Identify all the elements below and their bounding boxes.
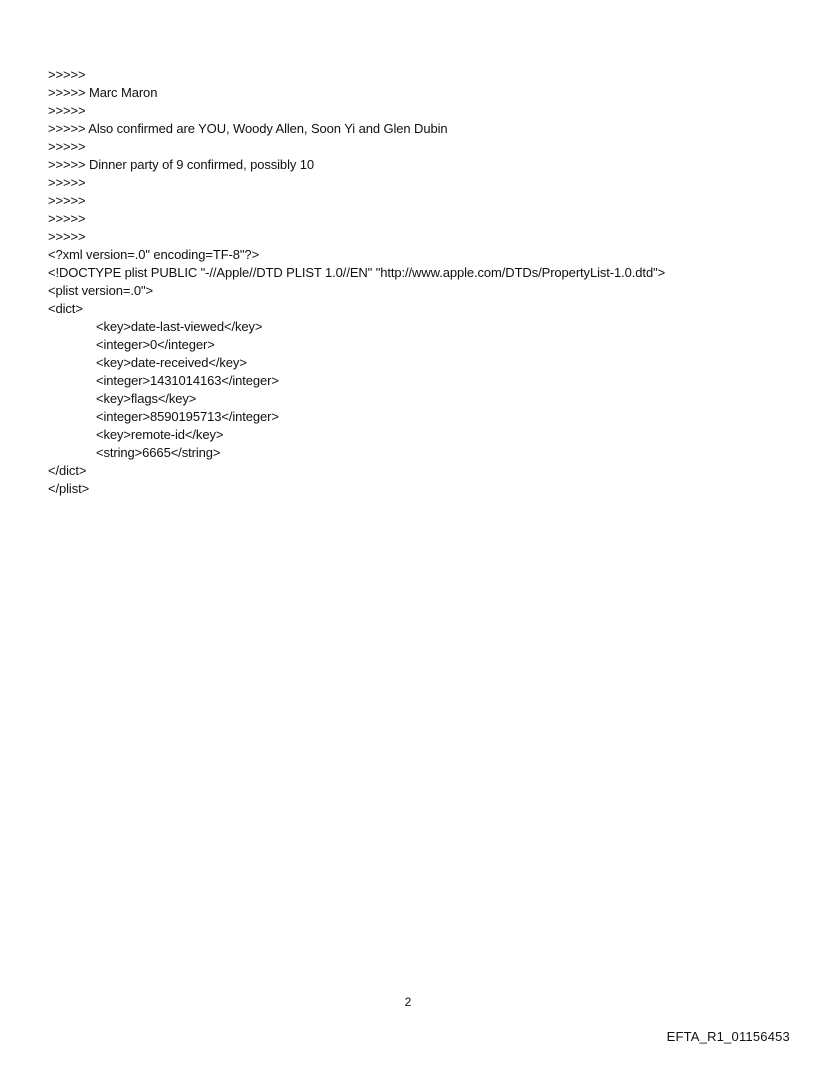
text-line: >>>>> Marc Maron	[48, 85, 158, 100]
plist-entry-line: <integer>8590195713</integer>	[96, 409, 279, 424]
doctype-line: <!DOCTYPE plist PUBLIC "-//Apple//DTD PLIST 1.0//EN" "http://www.apple.com/DTDs/PropertyList-1.0.dtd">	[48, 265, 666, 280]
plist-close-line: </plist>	[48, 481, 90, 496]
text-line: >>>>>	[48, 139, 86, 154]
text-line: >>>>> Dinner party of 9 confirmed, possibly 10	[48, 157, 315, 172]
plist-open-line: <plist version=.0">	[48, 283, 153, 298]
plist-entry-line: <key>flags</key>	[96, 391, 197, 406]
text-line: >>>>>	[48, 175, 86, 190]
plist-entry-line: <integer>1431014163</integer>	[96, 373, 279, 388]
dict-close-line: </dict>	[48, 463, 87, 478]
plist-entry-line: <integer>0</integer>	[96, 337, 215, 352]
xml-declaration-line: <?xml version=.0" encoding=TF-8"?>	[48, 247, 260, 262]
text-line: >>>>>	[48, 193, 86, 208]
dict-open-line: <dict>	[48, 301, 83, 316]
text-line: >>>>>	[48, 229, 86, 244]
document-id: EFTA_R1_01156453	[666, 1029, 790, 1044]
plist-entry-line: <string>6665</string>	[96, 445, 221, 460]
text-line: >>>>>	[48, 67, 86, 82]
text-line: >>>>>	[48, 103, 86, 118]
text-line: >>>>>	[48, 211, 86, 226]
page-number: 2	[404, 995, 412, 1009]
plist-entry-line: <key>date-last-viewed</key>	[96, 319, 263, 334]
plist-entry-line: <key>remote-id</key>	[96, 427, 224, 442]
plist-entry-line: <key>date-received</key>	[96, 355, 247, 370]
text-line: >>>>> Also confirmed are YOU, Woody Allen, Soon Yi and Glen Dubin	[48, 121, 448, 136]
document-body	[48, 66, 788, 498]
